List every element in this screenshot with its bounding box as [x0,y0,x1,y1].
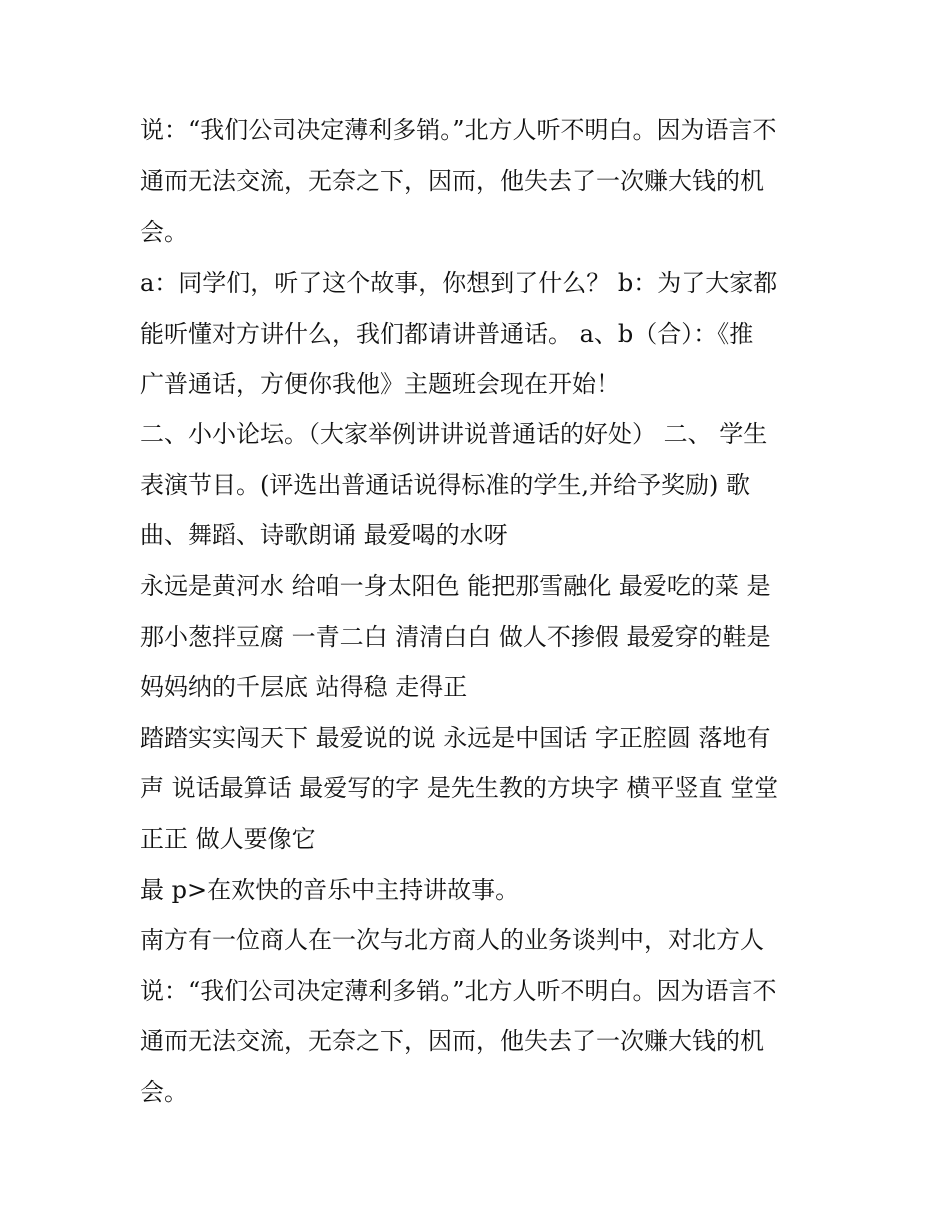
text-line: 最 p>在欢快的音乐中主持讲故事。 [140,876,520,904]
text-line: 二、小小论坛。（大家举例讲讲说普通话的好处） 二、 学生 [140,420,768,448]
text-line: 说：“我们公司决定薄利多销。”北方人听不明白。因为语言不 [140,116,777,144]
text-line: 声 说话最算话 最爱写的字 是先生教的方块字 横平竖直 堂堂 [140,774,779,802]
text-line: 广普通话，方便你我他》主题班会现在开始！ [140,370,620,398]
text-line: a：同学们，听了这个故事，你想到了什么？ b：为了大家都 [140,269,778,297]
text-line: 会。 [140,1078,188,1106]
text-line: 会。 [140,218,188,246]
text-line: 那小葱拌豆腐 一青二白 清清白白 做人不掺假 最爱穿的鞋是 [140,623,771,651]
text-line: 妈妈纳的千层底 站得稳 走得正 [140,673,468,701]
text-line: 通而无法交流，无奈之下，因而，他失去了一次赚大钱的机 [140,1027,764,1055]
text-line: 能听懂对方讲什么，我们都请讲普通话。 a、b（合）：《推 [140,320,754,348]
text-line: 曲、舞蹈、诗歌朗诵 最爱喝的水呀 [140,521,508,549]
text-line: 表演节目。(评选出普通话说得标准的学生,并给予奖励) 歌 [140,471,750,499]
text-line: 南方有一位商人在一次与北方商人的业务谈判中，对北方人 [140,926,764,954]
text-line: 正正 做人要像它 [140,825,316,853]
text-line: 说：“我们公司决定薄利多销。”北方人听不明白。因为语言不 [140,977,777,1005]
text-line: 通而无法交流，无奈之下，因而，他失去了一次赚大钱的机 [140,167,764,195]
text-line: 永远是黄河水 给咱一身太阳色 能把那雪融化 最爱吃的菜 是 [140,572,771,600]
text-line: 踏踏实实闯天下 最爱说的说 永远是中国话 字正腔圆 落地有 [140,724,771,752]
